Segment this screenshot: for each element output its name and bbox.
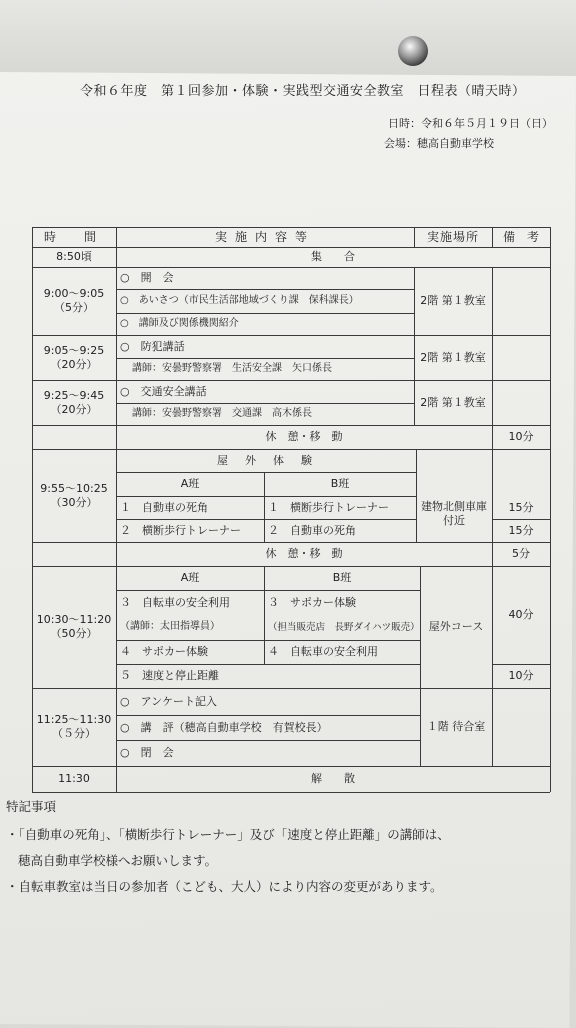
- list-item: ２ 自動車の死角: [268, 523, 356, 537]
- break-row: 休 憩・移 動: [265, 547, 343, 561]
- duration: （30分）: [50, 495, 98, 509]
- time-cell: 8:50頃: [56, 250, 92, 264]
- schedule-table: [32, 152, 550, 792]
- time-cell: [32, 380, 116, 425]
- duration: （５分）: [52, 727, 96, 740]
- group-b-label: B班: [330, 477, 350, 491]
- group-a-label: A班: [180, 571, 200, 585]
- place-line: 付近: [443, 513, 465, 527]
- time-range: 9:00〜9:05: [43, 287, 105, 301]
- time-cell: [32, 688, 116, 766]
- door-knob-icon: [398, 36, 428, 66]
- list-item: ３ サポカー体験: [268, 595, 356, 609]
- header-place: 実施場所: [426, 229, 479, 244]
- note-cell: 10分: [508, 430, 534, 444]
- content-cell: 集 合: [311, 250, 355, 264]
- list-item: 講師：安曇野警察署 交通課 高木係長: [132, 407, 312, 419]
- time-range: 9:05〜9:25: [43, 343, 105, 357]
- document-title: 令和６年度 第１回参加・体験・実践型交通安全教室 日程表（晴天時）: [80, 84, 526, 99]
- list-item: ○ 閉 会: [120, 746, 174, 760]
- list-item: １ 横断歩行トレーナー: [268, 500, 389, 514]
- list-item: 講師：安曇野警察署 生活安全課 矢口係長: [132, 362, 332, 374]
- place-cell: １階 待合室: [426, 720, 486, 734]
- note-line: ・自転車教室は当日の参加者（こども、大人）により内容の変更があります。: [6, 879, 443, 894]
- place-cell: 屋外コース: [428, 620, 484, 634]
- time-cell: [32, 267, 116, 335]
- note-line: 穂高自動車学校様へお願いします。: [18, 853, 218, 868]
- list-item: ○ 防犯講話: [120, 339, 185, 353]
- note-line: ・「自動車の死角」、「横断歩行トレーナー」及び「速度と停止距離」の講師は、: [6, 827, 450, 842]
- note-cell: 5分: [512, 547, 530, 561]
- list-item: （講師：太田指導員）: [120, 621, 220, 633]
- list-item: ○ 交通安全講話: [120, 384, 207, 398]
- note-cell: 10分: [508, 669, 534, 683]
- list-item: （担当販売店 長野ダイハツ販売）: [268, 621, 420, 633]
- place-cell: [416, 449, 492, 542]
- list-item: ２ 横断歩行トレーナー: [120, 523, 241, 537]
- section-header: 屋 外 体 験: [217, 453, 315, 467]
- table-border: [32, 792, 550, 793]
- header-note: 備 考: [502, 229, 539, 244]
- list-item: ○ あいさつ（市民生活部地域づくり課 保科課長）: [120, 294, 359, 306]
- time-cell: 11:30: [58, 772, 90, 786]
- duration: （20分）: [50, 357, 98, 371]
- list-item: ３ 自転車の安全利用: [120, 595, 230, 609]
- note-cell: 15分: [508, 523, 534, 537]
- event-venue: 会場：穂高自動車学校: [384, 137, 494, 150]
- break-row: 休 憩・移 動: [265, 430, 343, 444]
- note-cell: 40分: [508, 608, 534, 622]
- group-b-label: B班: [332, 571, 352, 585]
- time-cell: [32, 566, 116, 688]
- duration: （50分）: [50, 627, 98, 640]
- table-border: [550, 227, 551, 792]
- list-item: ○ 講師及び関係機関紹介: [120, 317, 239, 329]
- list-item: ５ 速度と停止距離: [120, 669, 219, 683]
- list-item: ４ サポカー体験: [120, 645, 208, 659]
- group-a-label: A班: [180, 477, 200, 491]
- note-cell: 15分: [508, 500, 534, 514]
- duration: （20分）: [50, 402, 98, 416]
- header-time: 時 間: [43, 229, 104, 244]
- time-range: 10:30〜11:20: [36, 613, 112, 627]
- place-cell: 2階 第１教室: [420, 294, 486, 308]
- place-line: 建物北側車庫: [421, 499, 487, 513]
- time-range: 9:55〜10:25: [40, 481, 108, 495]
- list-item: ○ 開 会: [120, 271, 174, 285]
- notes-heading: 特記事項: [6, 799, 57, 814]
- place-cell: 2階 第１教室: [420, 395, 486, 409]
- time-cell: [32, 335, 116, 380]
- list-item: １ 自動車の死角: [120, 500, 208, 514]
- content-cell: 解 散: [311, 772, 355, 786]
- duration: （5分）: [54, 301, 94, 314]
- header-content: 実施内容等: [214, 229, 315, 244]
- list-item: ○ 講 評（穂高自動車学校 有賀校長）: [120, 720, 328, 734]
- list-item: ４ 自転車の安全利用: [268, 645, 378, 659]
- time-cell: [32, 449, 116, 542]
- time-range: 9:25〜9:45: [43, 388, 105, 402]
- list-item: ○ アンケート記入: [120, 694, 217, 708]
- time-range: 11:25〜11:30: [36, 713, 112, 727]
- event-date: 日時：令和６年５月１９日（日）: [388, 117, 553, 130]
- place-cell: 2階 第１教室: [420, 350, 486, 364]
